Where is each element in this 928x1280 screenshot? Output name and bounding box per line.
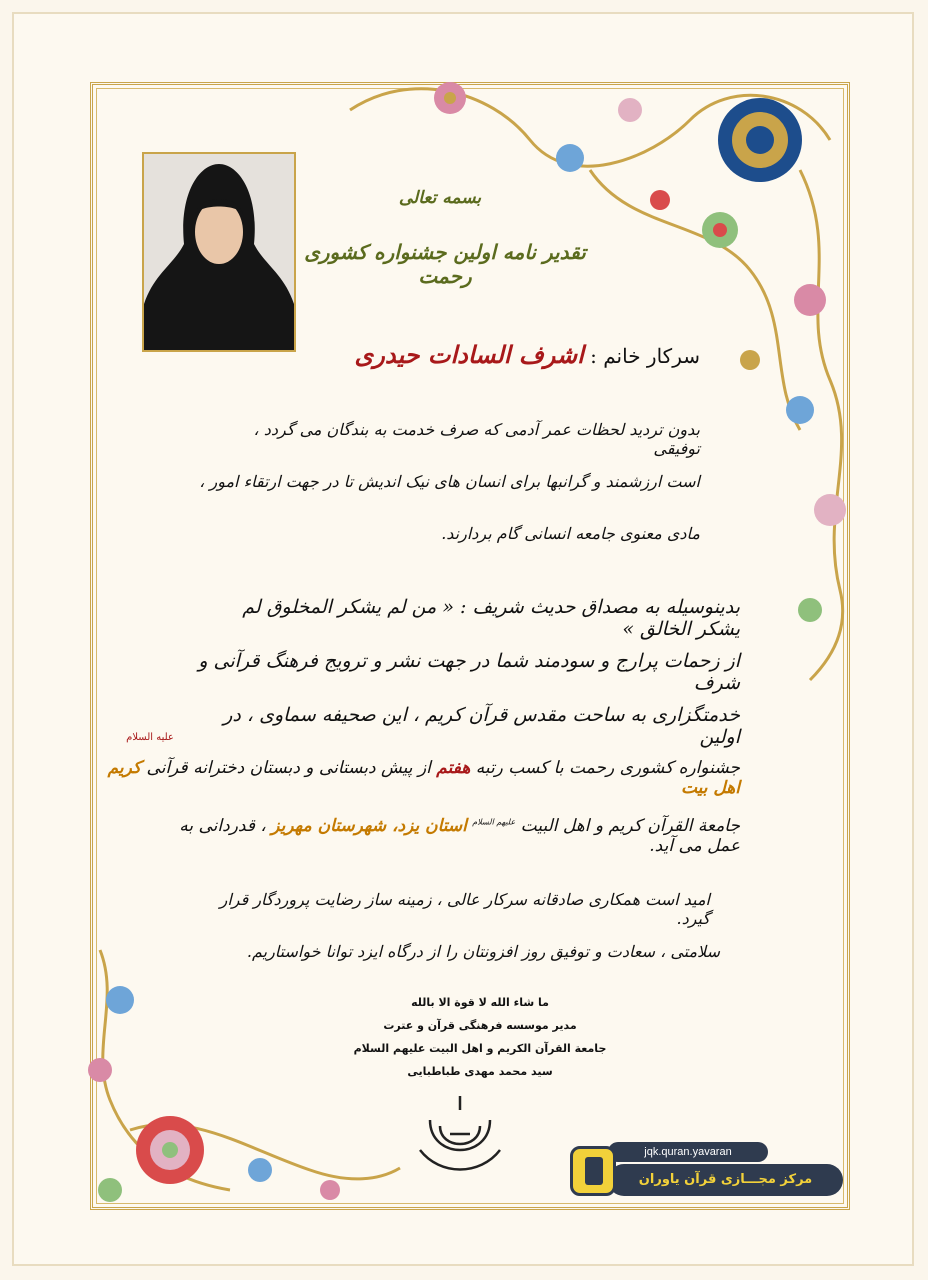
portrait-photo — [142, 152, 296, 352]
badge-url: jqk.quran.yavaran — [608, 1142, 768, 1162]
bismillah-heading: بسمه تعالی — [398, 188, 482, 208]
line-5-honorific: علیهم السلام — [472, 817, 516, 827]
badge-name: مرکز مجـــازی قرآن یاوران — [608, 1164, 843, 1196]
certificate-title: تقدیر نامه اولین جشنواره کشوری رحمت — [304, 240, 586, 288]
paragraph-2-line-2: از زحمات پرارج و سودمند شما در جهت نشر و ترویج فرهنگ قرآنی و شرف — [198, 650, 740, 694]
paragraph-1-line-2: است ارزشمند و گرانبها برای انسان های نیک اندیش تا در جهت ارتقاء امور ، — [199, 472, 700, 491]
paragraph-2-line-4 — [100, 758, 740, 798]
paragraph-1-line-3: مادی معنوی جامعه انسانی گام بردارند. — [441, 524, 700, 543]
paragraph-3-line-1: امید است همکاری صادقانه سرکار عالی ، زمینه ساز رضایت پروردگار قرار گیرد. — [219, 890, 710, 928]
signature-line-1: ما شاء الله لا قوة الا بالله — [411, 996, 549, 1009]
recipient-prefix: سرکار خانم : — [590, 344, 700, 368]
line-4-part-a: جشنواره کشوری رحمت با کسب رتبه — [475, 758, 740, 778]
paragraph-3-line-2: سلامتی ، سعادت و توفیق روز افزونتان را از درگاه ایزد توانا خواستاریم. — [246, 942, 720, 961]
school-name: کریم اهل بیت — [107, 758, 740, 798]
recipient-line — [330, 340, 700, 369]
line-5-part-b: ، قدردانی به عمل می آید. — [179, 816, 740, 856]
paragraph-2-line-5 — [150, 816, 740, 856]
signature-block — [300, 996, 660, 1088]
line-4-part-b: از پیش دبستانی و دبستان دخترانه قرآنی — [146, 758, 431, 778]
location: استان یزد، شهرستان مهریز — [271, 816, 467, 836]
paragraph-1-line-1: بدون تردید لحظات عمر آدمی که صرف خدمت به بندگان می گردد ، توفیقی — [253, 420, 700, 458]
signature-line-4: سید محمد مهدی طباطبایی — [407, 1065, 553, 1078]
calligraphy-seal-icon — [410, 1090, 510, 1180]
school-honorific: علیه السلام — [126, 732, 174, 743]
recipient-name: اشرف السادات حیدری — [354, 340, 584, 369]
signature-line-3: جامعة القرآن الکریم و اهل البیت علیهم السلام — [353, 1042, 607, 1055]
rank-value: هفتم — [436, 758, 471, 778]
line-5-part-a: جامعة القرآن کریم و اهل البیت — [520, 816, 740, 836]
signature-line-2: مدیر موسسه فرهنگی قرآن و عترت — [383, 1019, 577, 1032]
quran-yavaran-badge — [570, 1142, 845, 1200]
floral-corner-ornament-top-right — [330, 50, 870, 690]
phone-app-icon — [570, 1146, 616, 1196]
paragraph-2-line-3: خدمتگزاری به ساحت مقدس قرآن کریم ، این صحیفه سماوی ، در اولین — [223, 704, 740, 748]
paragraph-2-line-1: بدینوسیله به مصداق حدیث شریف : « من لم یشکر المخلوق لم یشکر الخالق » — [242, 596, 740, 640]
